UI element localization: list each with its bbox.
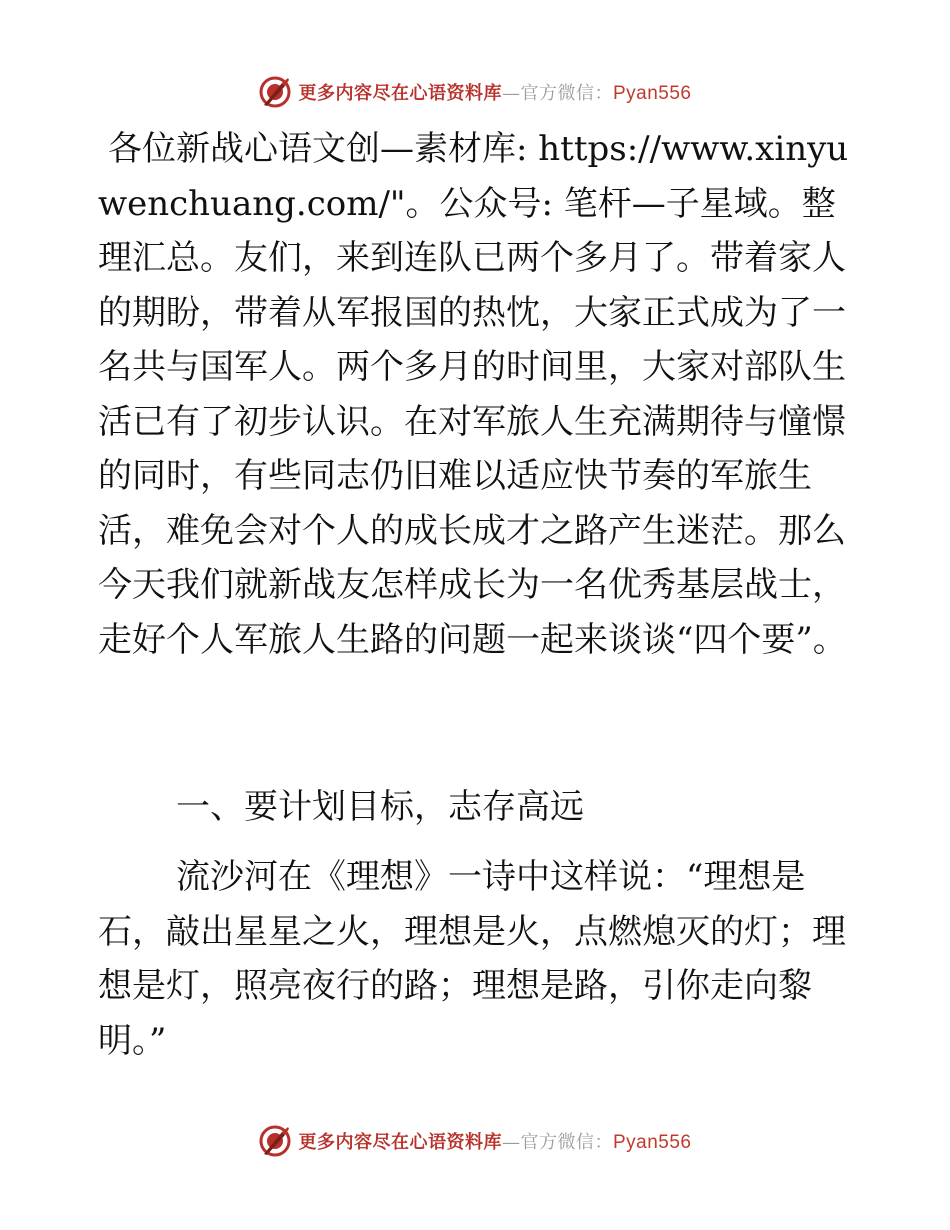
banner-main-text: 更多内容尽在心语资料库 [298, 83, 502, 104]
quill-seal-icon [258, 1124, 292, 1158]
document-paragraph [98, 122, 850, 667]
paragraph-2: 流沙河在《理想》一诗中这样说：“理想是石，敲出星星之火，理想是火，点燃熄灭的灯；理想是灯，照亮夜行的路；理想是路，引你走向黎明。” [98, 857, 846, 1061]
footer-banner [0, 1121, 950, 1161]
banner-text [298, 79, 691, 105]
banner-separator: — [501, 83, 521, 104]
document-paragraph [98, 850, 850, 1068]
paragraph-1 [98, 122, 850, 667]
banner-wechat-id: Pyan556 [612, 83, 692, 104]
banner-main-text: 更多内容尽在心语资料库 [298, 1132, 502, 1153]
heading-1: 一、要计划目标，志存高远 [176, 787, 584, 827]
banner-wechat-id: Pyan556 [612, 1132, 692, 1153]
banner-separator: — [501, 1132, 521, 1153]
banner-text [298, 1128, 691, 1154]
section-heading [98, 780, 850, 835]
banner-secondary-text: 官方微信： [520, 83, 613, 104]
quill-seal-icon [258, 75, 292, 109]
header-banner [0, 72, 950, 112]
banner-secondary-text: 官方微信： [520, 1132, 613, 1153]
paragraph-1-text: 各位新战心语文创—素材库: https://www.xinyuwenchuang.com/"。公众号: 笔杆—子星域。整理汇总。友们，来到连队已两个多月了。带着家人的期盼，带着从军报国的热忱，大家正式成为了一名共与国军人。两个多月的时间里，大家对部队生活已有了初步认识。在对军旅人生充满期待与憧憬的同时，有些同志仍旧难以适应快节奏的军旅生活，难免会对个人的成长成才之路产生迷茫。那么今天我们就新战友怎样成长为一名优秀基层战士，走好个人军旅人生路的问题一起来谈谈“四个要”。 [98, 129, 849, 660]
